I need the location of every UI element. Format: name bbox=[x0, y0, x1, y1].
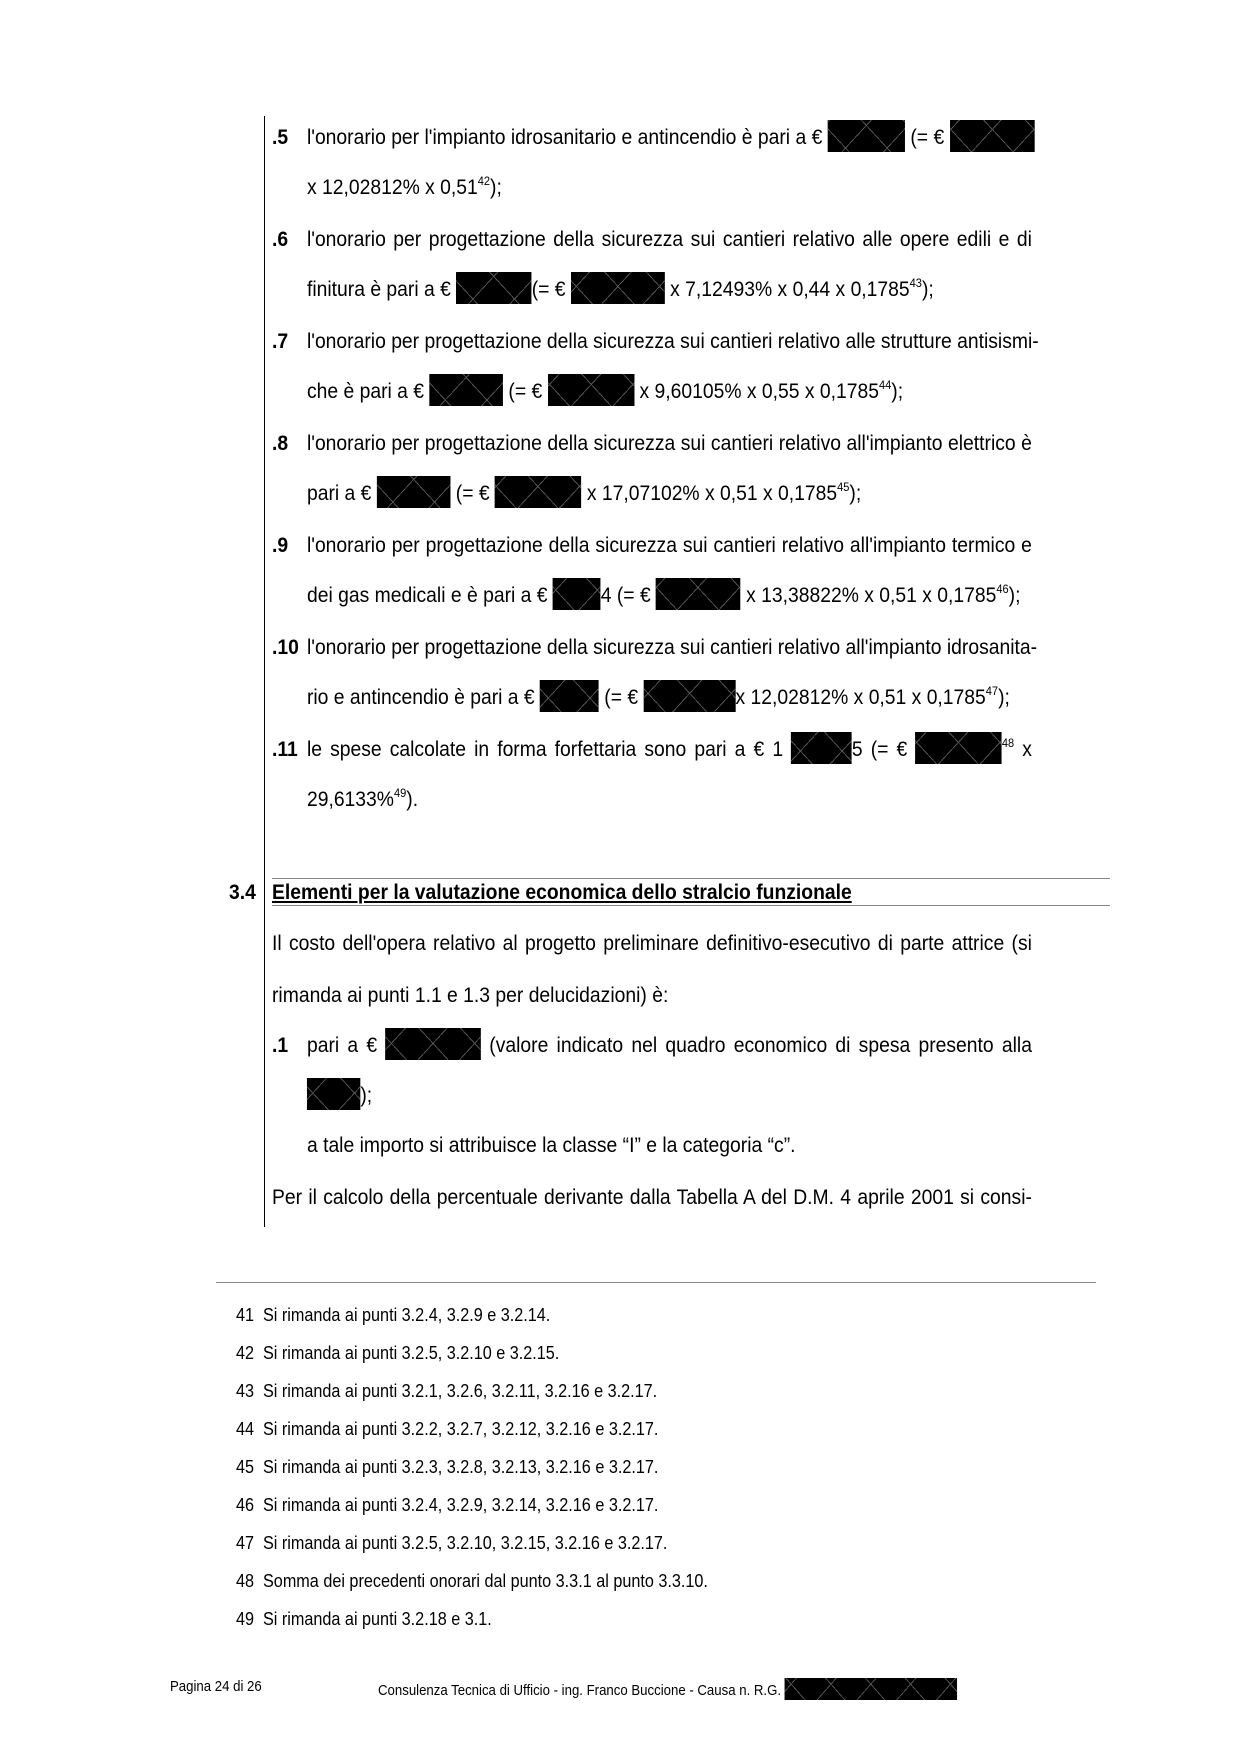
footnote: 49 Si rimanda ai punti 3.2.18 e 3.1. bbox=[236, 1609, 492, 1629]
paragraph-line: rimanda ai punti 1.1 e 1.3 per delucidazioni) è: bbox=[272, 984, 669, 1007]
redaction-mark bbox=[785, 1678, 957, 1700]
margin-rule bbox=[264, 116, 265, 1227]
item-number: .5 bbox=[272, 126, 289, 149]
section-number: 3.4 bbox=[229, 881, 256, 904]
redaction-mark bbox=[495, 476, 581, 508]
footnote-separator bbox=[216, 1282, 1096, 1283]
page-number: Pagina 24 di 26 bbox=[170, 1678, 262, 1695]
footnote: 42 Si rimanda ai punti 3.2.5, 3.2.10 e 3.2.15. bbox=[236, 1343, 560, 1363]
footnote: 41 Si rimanda ai punti 3.2.4, 3.2.9 e 3.2.14. bbox=[236, 1305, 551, 1325]
redaction-mark bbox=[915, 732, 1001, 764]
item-number: .1 bbox=[272, 1034, 289, 1057]
item-line: a tale importo si attribuisce la classe “I” e la categoria “c”. bbox=[306, 1134, 796, 1157]
redaction-mark bbox=[385, 1028, 481, 1060]
section-title: Elementi per la valutazione economica dello stralcio funzionale bbox=[272, 881, 852, 904]
redaction-mark bbox=[540, 680, 599, 712]
item-line: l'onorario per progettazione della sicurezza sui cantieri relativo alle strutture antisismi- bbox=[306, 330, 1039, 353]
redaction-mark bbox=[644, 680, 736, 712]
redaction-mark bbox=[307, 1078, 360, 1110]
item-line: l'onorario per progettazione della sicurezza sui cantieri relativo all'impianto idrosanita- bbox=[306, 636, 1038, 659]
item-line: pari a € (= € x 17,07102% x 0,51 x 0,1785$^{45}$); bbox=[307, 468, 861, 520]
item-line: 29,6133%$^{49}$). bbox=[306, 786, 419, 811]
footnote-ref: 46 bbox=[996, 582, 1009, 596]
footnote: 43 Si rimanda ai punti 3.2.1, 3.2.6, 3.2.11, 3.2.16 e 3.2.17. bbox=[236, 1381, 658, 1401]
redaction-mark bbox=[377, 476, 451, 508]
heading-rule bbox=[272, 905, 1110, 906]
redaction-mark bbox=[548, 374, 634, 406]
item-line: l'onorario per progettazione della sicurezza sui cantieri relativo alle opere edili e di bbox=[306, 228, 1032, 251]
redaction-mark bbox=[950, 120, 1035, 152]
footnote: 47 Si rimanda ai punti 3.2.5, 3.2.10, 3.2.15, 3.2.16 e 3.2.17. bbox=[236, 1533, 668, 1553]
item-line: rio e antincendio è pari a € (= € x 12,02812% x 0,51 x 0,1785$^{47}$); bbox=[307, 672, 1010, 724]
footnote: 44 Si rimanda ai punti 3.2.2, 3.2.7, 3.2.12, 3.2.16 e 3.2.17. bbox=[236, 1419, 659, 1439]
footer-text: Consulenza Tecnica di Ufficio - ing. Franco Buccione - Causa n. R.G. bbox=[378, 1678, 957, 1700]
item-line: le spese calcolate in forma forfettaria sono pari a € 1 5 (= € $^{48}$ x bbox=[307, 724, 1032, 776]
redaction-mark bbox=[553, 578, 601, 610]
heading-rule bbox=[272, 878, 1110, 879]
footnote-ref: 49 bbox=[393, 786, 407, 800]
footnote-ref: 48 bbox=[1001, 736, 1015, 750]
item-line: l'onorario per l'impianto idrosanitario e antincendio è pari a € (= € bbox=[307, 112, 1032, 164]
item-line: x 12,02812% x 0,51$^{42}$); bbox=[306, 174, 502, 199]
redaction-mark bbox=[571, 272, 665, 304]
footnote-ref: 45 bbox=[837, 480, 850, 494]
footnote: 48 Somma dei precedenti onorari dal punto 3.3.1 al punto 3.3.10. bbox=[236, 1571, 708, 1591]
redaction-mark bbox=[656, 578, 741, 610]
item-line: l'onorario per progettazione della sicurezza sui cantieri relativo all'impianto termico e bbox=[306, 534, 1032, 557]
redaction-mark bbox=[456, 272, 531, 304]
item-line: ); bbox=[307, 1070, 372, 1122]
item-number: .7 bbox=[272, 330, 289, 353]
footnote: 46 Si rimanda ai punti 3.2.4, 3.2.9, 3.2.14, 3.2.16 e 3.2.17. bbox=[236, 1495, 659, 1515]
item-number: .9 bbox=[272, 534, 289, 557]
footnotes bbox=[236, 1296, 708, 1638]
item-line: finitura è pari a € (= € x 7,12493% x 0,44 x 0,1785$^{43}$); bbox=[307, 264, 934, 316]
item-line: l'onorario per progettazione della sicurezza sui cantieri relativo all'impianto elettrico è bbox=[306, 432, 1032, 455]
footnote-ref: 44 bbox=[878, 378, 892, 392]
footnote: 45 Si rimanda ai punti 3.2.3, 3.2.8, 3.2.13, 3.2.16 e 3.2.17. bbox=[236, 1457, 659, 1477]
footnote-ref: 47 bbox=[985, 684, 999, 698]
paragraph-line: Per il calcolo della percentuale derivante dalla Tabella A del D.M. 4 aprile 2001 si consi- bbox=[272, 1186, 1032, 1209]
item-line: pari a € (valore indicato nel quadro economico di spesa presento alla bbox=[307, 1020, 1032, 1072]
item-line: dei gas medicali e è pari a € 4 (= € x 13,38822% x 0,51 x 0,1785$^{46}$); bbox=[307, 570, 1021, 622]
item-line: che è pari a € (= € x 9,60105% x 0,55 x 0,1785$^{44}$); bbox=[307, 366, 903, 418]
item-number: .10 bbox=[272, 636, 299, 659]
footnote-ref: 43 bbox=[909, 276, 922, 290]
redaction-mark bbox=[828, 120, 905, 152]
paragraph-line: Il costo dell'opera relativo al progetto preliminare definitivo-esecutivo di parte attrice (si bbox=[272, 932, 1032, 955]
footnote-ref: 42 bbox=[477, 174, 491, 188]
item-number: .8 bbox=[272, 432, 289, 455]
redaction-mark bbox=[791, 732, 852, 764]
redaction-mark bbox=[429, 374, 503, 406]
item-number: .11 bbox=[272, 738, 298, 761]
item-number: .6 bbox=[272, 228, 289, 251]
